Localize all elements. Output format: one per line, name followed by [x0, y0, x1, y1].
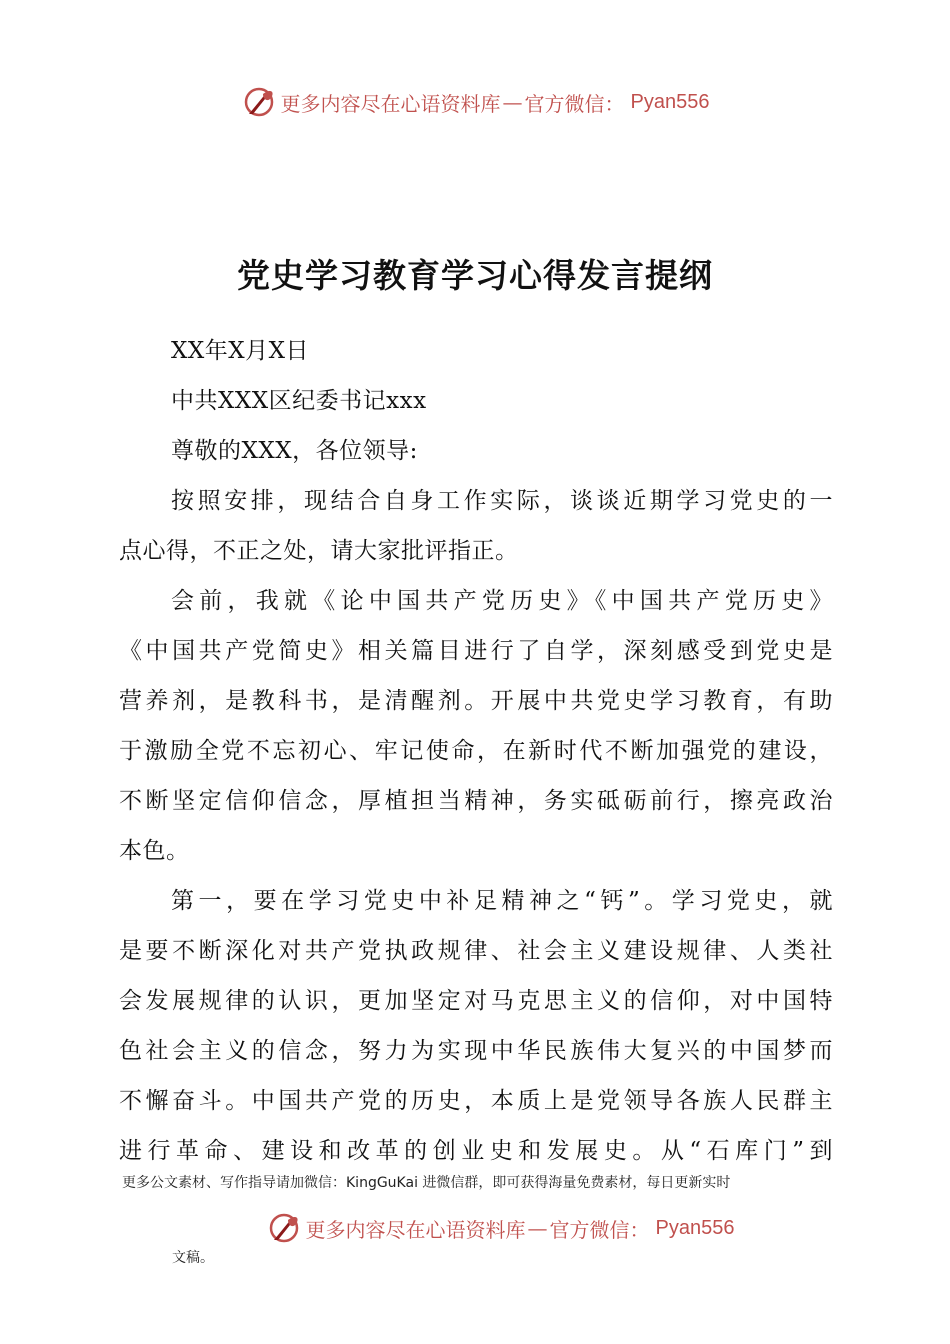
- banner-separator: —: [502, 90, 523, 114]
- paragraph-line: 是要不断深化对共产党执政规律、社会主义建设规律、人类社: [119, 938, 833, 964]
- banner-label: 官方微信：: [524, 91, 625, 116]
- banner-wechat-id: Pyan556: [655, 1216, 735, 1239]
- paragraph-line: 第一，要在学习党史中补足精神之“钙”。学习党史，就: [171, 888, 833, 914]
- document-title: 党史学习教育学习心得发言提纲: [237, 256, 713, 295]
- paragraph-line: 会前，我就《论中国共产党历史》《中国共产党历史》: [171, 588, 833, 614]
- top-watermark-banner: [0, 82, 950, 122]
- banner-separator: —: [527, 1216, 548, 1240]
- paragraph-line: 不断坚定信仰信念，厚植担当精神，务实砥砺前行，擦亮政治: [119, 788, 833, 814]
- paragraph-line: 《中国共产党简史》相关篇目进行了自学，深刻感受到党史是: [119, 638, 833, 664]
- document-body: [119, 326, 833, 1176]
- banner-text: 更多内容尽在心语资料库: [305, 1217, 526, 1242]
- paragraph-line: 不懈奋斗。中国共产党的历史，本质上是党领导各族人民群主: [119, 1088, 833, 1114]
- paragraph-line: 进行革命、建设和改革的创业史和发展史。从“石库门”到: [119, 1138, 833, 1164]
- banner-wechat-id: Pyan556: [630, 90, 710, 113]
- paragraph-line: 会发展规律的认识，更加坚定对马克思主义的信仰，对中国特: [119, 988, 833, 1014]
- paragraph-line: 本色。: [119, 838, 190, 864]
- salutation-line: 尊敬的XXX，各位领导:: [171, 438, 418, 464]
- bottom-watermark-banner: [0, 1208, 950, 1248]
- paragraph-line: 营养剂，是教科书，是清醒剂。开展中共党史学习教育，有助: [119, 688, 833, 714]
- quill-logo-icon: [241, 84, 277, 120]
- paragraph-line: 于激励全党不忘初心、牢记使命，在新时代不断加强党的建设，: [119, 738, 833, 764]
- banner-text: 更多内容尽在心语资料库: [280, 91, 501, 116]
- footer-note: 更多公文素材、写作指导请加微信：KingGuKai 进微信群，即可获得海量免费素材，每日更新实时: [122, 1175, 731, 1191]
- paragraph-line: 点心得，不正之处，请大家批评指正。: [119, 538, 519, 564]
- paragraph-intro: [119, 476, 833, 576]
- paragraph-first-point: [119, 876, 833, 1176]
- paragraph-study: [119, 576, 833, 876]
- paragraph-line: 色社会主义的信念，努力为实现中华民族伟大复兴的中国梦而: [119, 1038, 833, 1064]
- paragraph-line: 按照安排，现结合自身工作实际，谈谈近期学习党史的一: [171, 488, 833, 514]
- author-line: 中共XXX区纪委书记xxx: [171, 388, 427, 414]
- date-line: XX年X月X日: [171, 338, 309, 364]
- footer-note-continuation: 文稿。: [172, 1250, 214, 1266]
- banner-label: 官方微信：: [549, 1217, 650, 1242]
- quill-logo-icon: [266, 1210, 302, 1246]
